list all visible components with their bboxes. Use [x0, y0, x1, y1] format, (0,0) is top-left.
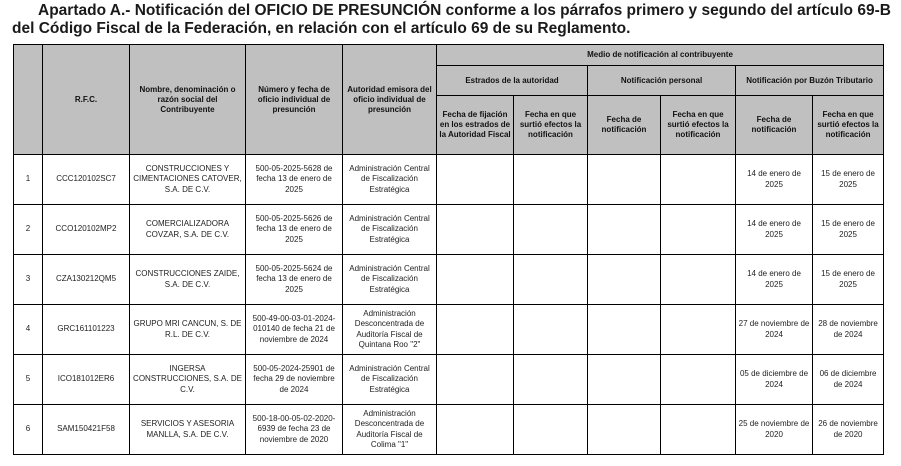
cell-personal-fecha [588, 205, 661, 255]
cell-personal-efectos [661, 205, 736, 255]
cell-buzon-efectos: 28 de noviembre de 2024 [813, 305, 884, 355]
cell-autoridad: Administración Central de Fiscalización Estratégica [343, 155, 437, 205]
cell-personal-efectos [661, 355, 736, 405]
cell-autoridad: Administración Central de Fiscalización Estratégica [343, 355, 437, 405]
cell-nombre: COMERCIALIZADORA COVZAR, S.A. DE C.V. [130, 205, 246, 255]
cell-estrados-fijacion [437, 255, 514, 305]
cell-estrados-efectos [514, 205, 588, 255]
table-row [14, 255, 884, 305]
header-buzon-efectos: Fecha en que surtió efectos la notificación [813, 96, 884, 155]
cell-rfc: CCC120102SC7 [43, 155, 130, 205]
cell-num: 4 [14, 305, 43, 355]
cell-oficio: 500-05-2025-5628 de fecha 13 de enero de 2025 [246, 155, 343, 205]
cell-buzon-efectos: 15 de enero de 2025 [813, 255, 884, 305]
cell-autoridad: Administración Desconcentrada de Auditoría Fiscal de Colima "1" [343, 405, 437, 455]
title-line-2: del Código Fiscal de la Federación, en relación con el artículo 69 de su Reglamento. [12, 20, 631, 37]
cell-nombre: GRUPO MRI CANCUN, S. DE R.L. DE C.V. [130, 305, 246, 355]
cell-estrados-efectos [514, 155, 588, 205]
cell-oficio: 500-05-2025-5626 de fecha 13 de enero de 2025 [246, 205, 343, 255]
header-personal: Notificación personal [588, 66, 736, 96]
cell-estrados-fijacion [437, 155, 514, 205]
header-nombre: Nombre, denominación o razón social del Contribuyente [130, 45, 246, 155]
cell-buzon-efectos: 26 de noviembre de 2020 [813, 405, 884, 455]
table-row [14, 405, 884, 455]
table-row [14, 205, 884, 255]
cell-buzon-efectos: 15 de enero de 2025 [813, 205, 884, 255]
header-personal-efectos: Fecha en que surtió efectos la notificación [661, 96, 736, 155]
table-row [14, 305, 884, 355]
cell-buzon-fecha: 14 de enero de 2025 [736, 155, 813, 205]
cell-oficio: 500-18-00-05-02-2020-6939 de fecha 23 de noviembre de 2020 [246, 405, 343, 455]
cell-num: 6 [14, 405, 43, 455]
cell-oficio: 500-05-2024-25901 de fecha 29 de noviembre de 2024 [246, 355, 343, 405]
cell-num: 1 [14, 155, 43, 205]
notification-table [13, 44, 884, 455]
header-buzon-fecha: Fecha de notificación [736, 96, 813, 155]
cell-personal-fecha [588, 155, 661, 205]
header-rfc: R.F.C. [43, 45, 130, 155]
cell-estrados-fijacion [437, 305, 514, 355]
header-num [14, 45, 43, 155]
cell-estrados-efectos [514, 405, 588, 455]
cell-buzon-fecha: 25 de noviembre de 2020 [736, 405, 813, 455]
cell-nombre: SERVICIOS Y ASESORIA MANLLA, S.A. DE C.V. [130, 405, 246, 455]
cell-estrados-fijacion [437, 205, 514, 255]
header-numero-fecha: Número y fecha de oficio individual de presunción [246, 45, 343, 155]
cell-rfc: CCO120102MP2 [43, 205, 130, 255]
cell-buzon-fecha: 05 de diciembre de 2024 [736, 355, 813, 405]
cell-estrados-fijacion [437, 405, 514, 455]
cell-autoridad: Administración Central de Fiscalización Estratégica [343, 205, 437, 255]
cell-nombre: CONSTRUCCIONES Y CIMENTACIONES CATOVER, S.A. DE C.V. [130, 155, 246, 205]
cell-buzon-efectos: 15 de enero de 2025 [813, 155, 884, 205]
cell-num: 3 [14, 255, 43, 305]
cell-personal-fecha [588, 255, 661, 305]
cell-autoridad: Administración Central de Fiscalización Estratégica [343, 255, 437, 305]
cell-num: 2 [14, 205, 43, 255]
cell-estrados-efectos [514, 355, 588, 405]
cell-personal-fecha [588, 305, 661, 355]
cell-oficio: 500-49-00-03-01-2024-010140 de fecha 21 de noviembre de 2024 [246, 305, 343, 355]
cell-estrados-efectos [514, 305, 588, 355]
cell-buzon-efectos: 06 de diciembre de 2024 [813, 355, 884, 405]
cell-rfc: GRC161101223 [43, 305, 130, 355]
header-personal-fecha: Fecha de notificación [588, 96, 661, 155]
cell-num: 5 [14, 355, 43, 405]
cell-personal-efectos [661, 405, 736, 455]
cell-personal-efectos [661, 305, 736, 355]
cell-buzon-fecha: 14 de enero de 2025 [736, 205, 813, 255]
cell-personal-efectos [661, 255, 736, 305]
header-estrados-fijacion: Fecha de fijación en los estrados de la Autoridad Fiscal [437, 96, 514, 155]
header-autoridad: Autoridad emisora del oficio individual de presunción [343, 45, 437, 155]
table-row [14, 155, 884, 205]
cell-personal-fecha [588, 355, 661, 405]
cell-rfc: CZA130212QM5 [43, 255, 130, 305]
table-row [14, 355, 884, 405]
cell-buzon-fecha: 27 de noviembre de 2024 [736, 305, 813, 355]
cell-estrados-fijacion [437, 355, 514, 405]
cell-nombre: INGERSA CONSTRUCCIONES, S.A. DE C.V. [130, 355, 246, 405]
header-buzon: Notificación por Buzón Tributario [736, 66, 884, 96]
cell-rfc: SAM150421F58 [43, 405, 130, 455]
cell-nombre: CONSTRUCCIONES ZAIDE, S.A. DE C.V. [130, 255, 246, 305]
cell-personal-fecha [588, 405, 661, 455]
cell-estrados-efectos [514, 255, 588, 305]
title-line-1: Apartado A.- Notificación del OFICIO DE PRESUNCIÓN conforme a los párrafos primero y segundo del artículo 69-B [38, 2, 891, 19]
header-estrados-efectos: Fecha en que surtió efectos la notificación [514, 96, 588, 155]
cell-autoridad: Administración Desconcentrada de Auditoría Fiscal de Quintana Roo "2" [343, 305, 437, 355]
cell-oficio: 500-05-2025-5624 de fecha 13 de enero de 2025 [246, 255, 343, 305]
cell-personal-efectos [661, 155, 736, 205]
cell-buzon-fecha: 14 de enero de 2025 [736, 255, 813, 305]
header-estrados: Estrados de la autoridad [437, 66, 588, 96]
cell-rfc: ICO181012ER6 [43, 355, 130, 405]
header-medio: Medio de notificación al contribuyente [437, 45, 884, 66]
